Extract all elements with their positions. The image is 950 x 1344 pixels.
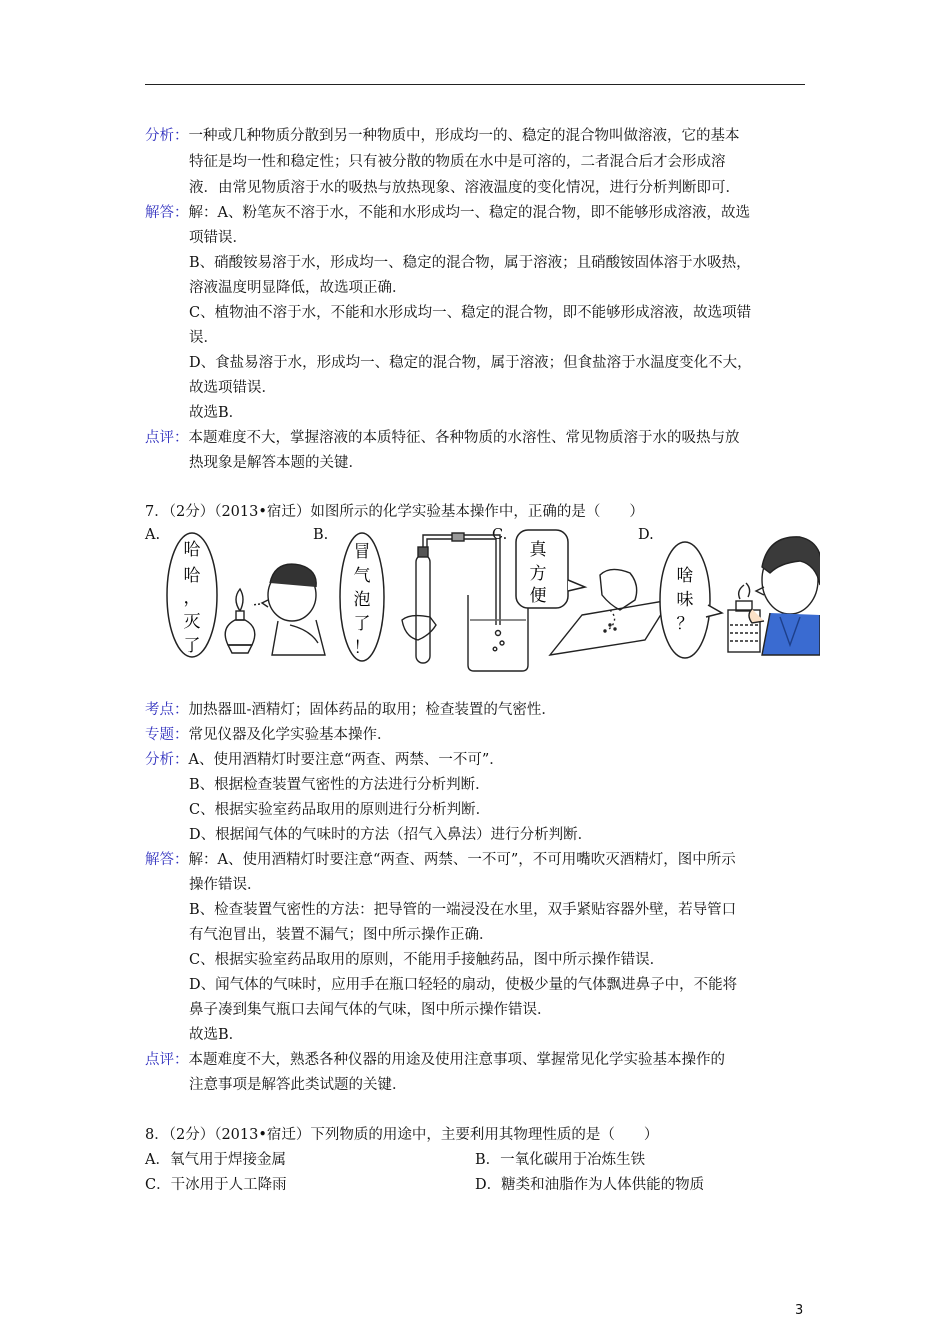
q7-jieda-line-5: C、根据实验室药品取用的原则，不能用手接触药品，图中所示操作错误． [189, 952, 665, 968]
q6-jieda-line-4: 溶液温度明显降低，故选项正确． [189, 280, 407, 296]
q6-jieda-line-1: 解答：解：A、粉笔灰不溶于水，不能和水形成均一、稳定的混合物，即不能够形成溶液，故选 [145, 205, 750, 221]
alcohol-lamp-icon [225, 589, 255, 653]
svg-text:气: 气 [353, 566, 371, 586]
q8-option-a: A．氧气用于焊接金属 [145, 1152, 286, 1168]
q7-jieda-line-2: 操作错误． [189, 877, 262, 893]
q7-fenxi-line-1: 分析：A、使用酒精灯时要注意“两查、两禁、一不可”． [145, 752, 504, 768]
q7-fenxi-label: 分析： [145, 752, 189, 768]
svg-text:哈: 哈 [183, 540, 201, 560]
q7-option-c-label: C. [492, 527, 508, 543]
svg-text:了: 了 [353, 614, 371, 634]
q8-option-b: B．一氧化碳用于冶炼生铁 [475, 1152, 646, 1168]
q6-jieda-line-2: 项错误． [189, 230, 247, 246]
bubble-d [660, 542, 722, 658]
svg-text:了: 了 [183, 636, 201, 656]
svg-text:啥: 啥 [676, 566, 694, 586]
q7-figure [140, 525, 820, 675]
svg-text:味: 味 [676, 590, 694, 610]
q6-dianping-line-2: 热现象是解答本题的关键． [189, 455, 363, 471]
q6-jieda-line-6: 误． [189, 330, 218, 346]
svg-text:冒: 冒 [353, 542, 371, 562]
q6-fenxi-line-3: 液．由常见物质溶于水的吸热与放热现象、溶液温度的变化情况，进行分析判断即可． [189, 180, 740, 196]
test-tube-apparatus-icon [402, 533, 528, 671]
svg-text:哈: 哈 [183, 566, 201, 586]
q7-jieda-label: 解答： [145, 852, 189, 868]
q6-dianping-label: 点评： [145, 430, 189, 446]
svg-text:泡: 泡 [353, 590, 371, 610]
svg-text:真: 真 [529, 540, 547, 560]
svg-text:方: 方 [529, 564, 547, 584]
q7-jieda-line-7: 鼻子凑到集气瓶口去闻气体的气味，图中所示操作错误． [189, 1002, 552, 1018]
q7-jieda-line-6: D、闻气体的气味时，应用手在瓶口轻轻的扇动，使极少量的气体飘进鼻子中，不能将 [189, 977, 738, 993]
svg-text:便: 便 [529, 586, 547, 606]
q7-jieda-line-8: 故选B． [189, 1027, 244, 1043]
svg-text:！: ！ [353, 638, 371, 658]
q6-jieda-line-8: 故选项错误． [189, 380, 276, 396]
page-number: 3 [795, 1303, 804, 1318]
q7-kaodian-label: 考点： [145, 702, 189, 718]
bubble-c [516, 530, 585, 608]
person-blowing-icon [252, 564, 325, 655]
q7-jieda-line-4: 有气泡冒出，装置不漏气；图中所示操作正确． [189, 927, 494, 943]
q7-jieda-line-3: B、检查装置气密性的方法：把导管的一端浸没在水里，双手紧贴容器外壁，若导管口 [189, 902, 737, 918]
q7-option-a-label: A. [145, 527, 161, 543]
q7-dianping-line-2: 注意事项是解答此类试题的关键． [189, 1077, 407, 1093]
q7-fenxi-line-2: B、根据检查装置气密性的方法进行分析判断． [189, 777, 490, 793]
q6-jieda-line-7: D、食盐易溶于水，形成均一、稳定的混合物，属于溶液；但食盐溶于水温度变化不大， [189, 355, 752, 371]
q7-fenxi-line-4: D、根据闻气体的气味时的方法（招气入鼻法）进行分析判断． [189, 827, 593, 843]
q7-zhuanti-label: 专题： [145, 727, 189, 743]
svg-text:？: ？ [676, 614, 694, 634]
q7-option-d-label: D. [638, 527, 654, 543]
bubble-a [167, 533, 217, 657]
q6-fenxi-label: 分析： [145, 128, 189, 144]
q6-fenxi-line-1: 分析：一种或几种物质分散到另一种物质中，形成均一的、稳定的混合物叫做溶液，它的基本 [145, 128, 740, 144]
q6-jieda-line-9: 故选B． [189, 405, 244, 421]
header-rule [145, 84, 805, 85]
q7-dianping-label: 点评： [145, 1052, 189, 1068]
svg-text:灭: 灭 [183, 612, 201, 632]
q7-kaodian: 考点：加热器皿-酒精灯；固体药品的取用；检查装置的气密性． [145, 702, 556, 718]
q7-stem: 7．（2分）（2013•宿迁）如图所示的化学实验基本操作中，正确的是（ ） [145, 504, 644, 520]
q7-zhuanti: 专题：常见仪器及化学实验基本操作． [145, 727, 392, 743]
q7-jieda-line-1: 解答：解：A、使用酒精灯时要注意“两查、两禁、一不可”，不可用嘴吹灭酒精灯，图中所示 [145, 852, 736, 868]
q8-option-d: D．糖类和油脂作为人体供能的物质 [475, 1177, 705, 1193]
q6-jieda-line-3: B、硝酸铵易溶于水，形成均一、稳定的混合物，属于溶液；且硝酸铵固体溶于水吸热， [189, 255, 751, 271]
q6-fenxi-line-2: 特征是均一性和稳定性；只有被分散的物质在水中是可溶的，二者混合后才会形成溶 [189, 154, 726, 170]
q6-jieda-line-5: C、植物油不溶于水，不能和水形成均一、稳定的混合物，即不能够形成溶液，故选项错 [189, 305, 752, 321]
q6-dianping-line-1: 点评：本题难度不大，掌握溶液的本质特征、各种物质的水溶性、常见物质溶于水的吸热与放 [145, 430, 740, 446]
q7-fenxi-line-3: C、根据实验室药品取用的原则进行分析判断． [189, 802, 491, 818]
q7-option-b-label: B. [313, 527, 329, 543]
q6-jieda-label: 解答： [145, 205, 189, 221]
svg-text:，: ， [183, 588, 201, 608]
q8-option-c: C．干冰用于人工降雨 [145, 1177, 287, 1193]
q8-stem: 8．（2分）（2013•宿迁）下列物质的用途中，主要利用其物理性质的是（ ） [145, 1127, 659, 1143]
bubble-b [340, 533, 384, 661]
q7-dianping-line-1: 点评：本题难度不大，熟悉各种仪器的用途及使用注意事项、掌握常见化学实验基本操作的 [145, 1052, 725, 1068]
